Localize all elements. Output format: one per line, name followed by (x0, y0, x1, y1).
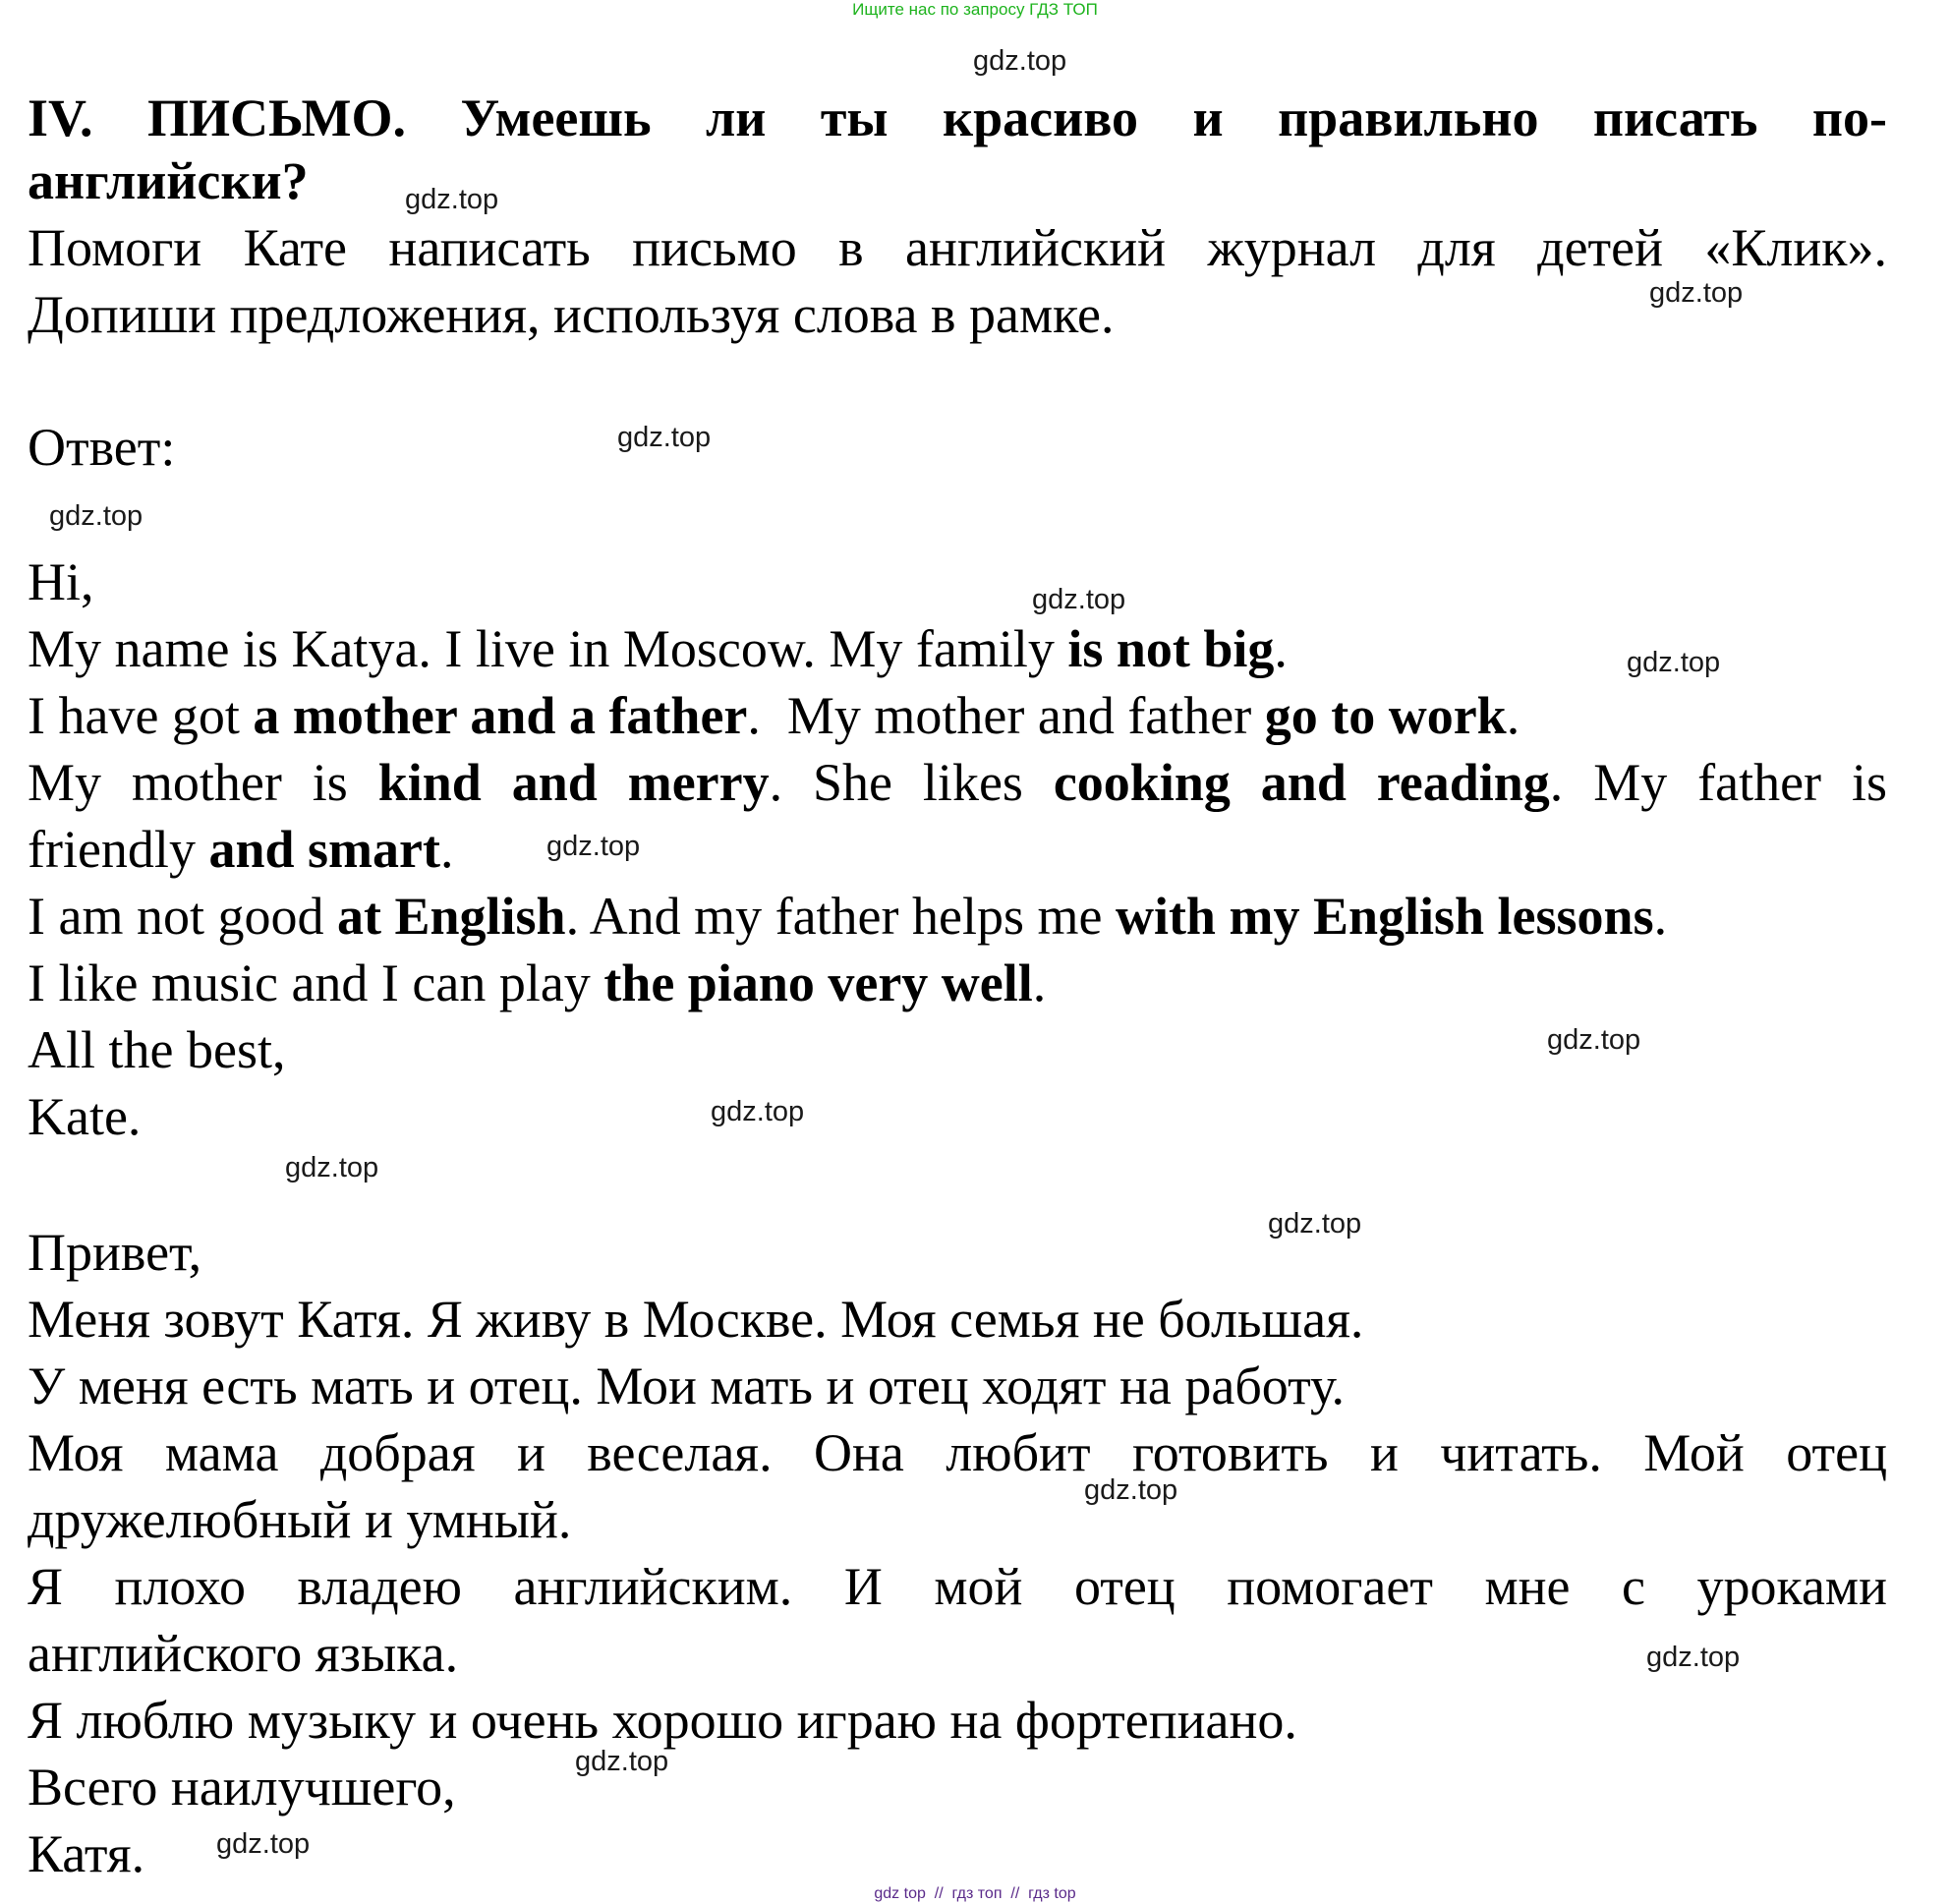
translation-signature: Катя. (28, 1824, 145, 1883)
letter-closing: All the best, (28, 1020, 286, 1079)
watermark: gdz.top (1032, 584, 1126, 615)
watermark: gdz.top (546, 831, 641, 862)
filled-answer: and smart (208, 820, 440, 879)
watermark: gdz.top (1649, 277, 1744, 309)
letter-text: . (1653, 887, 1668, 946)
letter-text: My mother is (28, 753, 378, 812)
filled-answer: is not big (1067, 619, 1275, 678)
task-heading-line-1: IV. ПИСЬМО. Умеешь ли ты красиво и правильно писать по- (28, 88, 1887, 147)
translation-line: английского языка. (28, 1624, 459, 1683)
filled-answer: with my English lessons (1115, 887, 1654, 946)
watermark: gdz.top (617, 422, 712, 453)
letter-line-family (28, 617, 1887, 680)
letter-line-music (28, 952, 1887, 1014)
watermark: gdz.top (49, 500, 143, 532)
filled-answer: cooking and reading (1053, 753, 1550, 812)
watermark: gdz.top (1627, 647, 1721, 678)
watermark: gdz.top (711, 1096, 805, 1127)
filled-answer: a mother and a father (253, 686, 748, 745)
translation-line: дружелюбный и умный. (28, 1490, 572, 1549)
translation-line: Моя мама добрая и веселая. Она любит готовить и читать. Мой отец (28, 1423, 1887, 1482)
translation-closing: Всего наилучшего, (28, 1758, 456, 1817)
letter-text: I like music and I can play (28, 953, 604, 1012)
watermark: gdz.top (1547, 1024, 1641, 1056)
letter-text: . (1506, 686, 1520, 745)
watermark: gdz.top (405, 184, 499, 215)
task-instruction-line-1: Помоги Кате написать письмо в английский журнал для детей «Клик». (28, 218, 1887, 277)
letter-line-parents (28, 684, 1887, 747)
letter-text: . (1274, 619, 1288, 678)
letter-text: . (1032, 953, 1047, 1012)
watermark: gdz.top (1268, 1208, 1362, 1240)
letter-line-father (28, 818, 1887, 881)
letter-line-english (28, 885, 1887, 948)
filled-answer: at English (336, 887, 566, 946)
filled-answer: kind and merry (377, 753, 770, 812)
watermark: gdz.top (1646, 1642, 1741, 1673)
watermark: gdz.top (973, 45, 1067, 77)
watermark: gdz.top (216, 1828, 311, 1860)
watermark: gdz.top (575, 1746, 669, 1777)
letter-text: My name is Katya. I live in Moscow. My family (28, 619, 1068, 678)
letter-text: . My father is (1549, 753, 1887, 812)
letter-greeting: Hi, (28, 552, 94, 611)
translation-line: Меня зовут Катя. Я живу в Москве. Моя семья не большая. (28, 1290, 1364, 1349)
letter-text: I have got (28, 686, 254, 745)
top-banner: Ищите нас по запросу ГДЗ ТОП (852, 0, 1098, 19)
letter-text: friendly (28, 820, 209, 879)
watermark: gdz.top (285, 1152, 379, 1183)
letter-text: . And my father helps me (565, 887, 1116, 946)
task-heading-line-2: английски? (28, 151, 309, 210)
translation-greeting: Привет, (28, 1223, 202, 1282)
watermark: gdz.top (1084, 1474, 1178, 1506)
task-instruction-line-2: Допиши предложения, используя слова в рамке. (28, 285, 1115, 344)
translation-line: Я люблю музыку и очень хорошо играю на фортепиано. (28, 1691, 1297, 1750)
translation-line: У меня есть мать и отец. Мои мать и отец ходят на работу. (28, 1356, 1346, 1415)
letter-signature: Kate. (28, 1087, 142, 1146)
letter-text: . She likes (769, 753, 1054, 812)
letter-text: . My mother and father (747, 686, 1265, 745)
footer-links[interactable]: gdz top // гдз топ // гдз top (874, 1885, 1076, 1902)
letter-text: I am not good (28, 887, 337, 946)
answer-label: Ответ: (28, 418, 176, 477)
letter-line-mother (28, 751, 1887, 814)
filled-answer: go to work (1264, 686, 1507, 745)
translation-line: Я плохо владею английским. И мой отец помогает мне с уроками (28, 1557, 1887, 1616)
letter-text: . (439, 820, 454, 879)
filled-answer: the piano very well (603, 953, 1033, 1012)
